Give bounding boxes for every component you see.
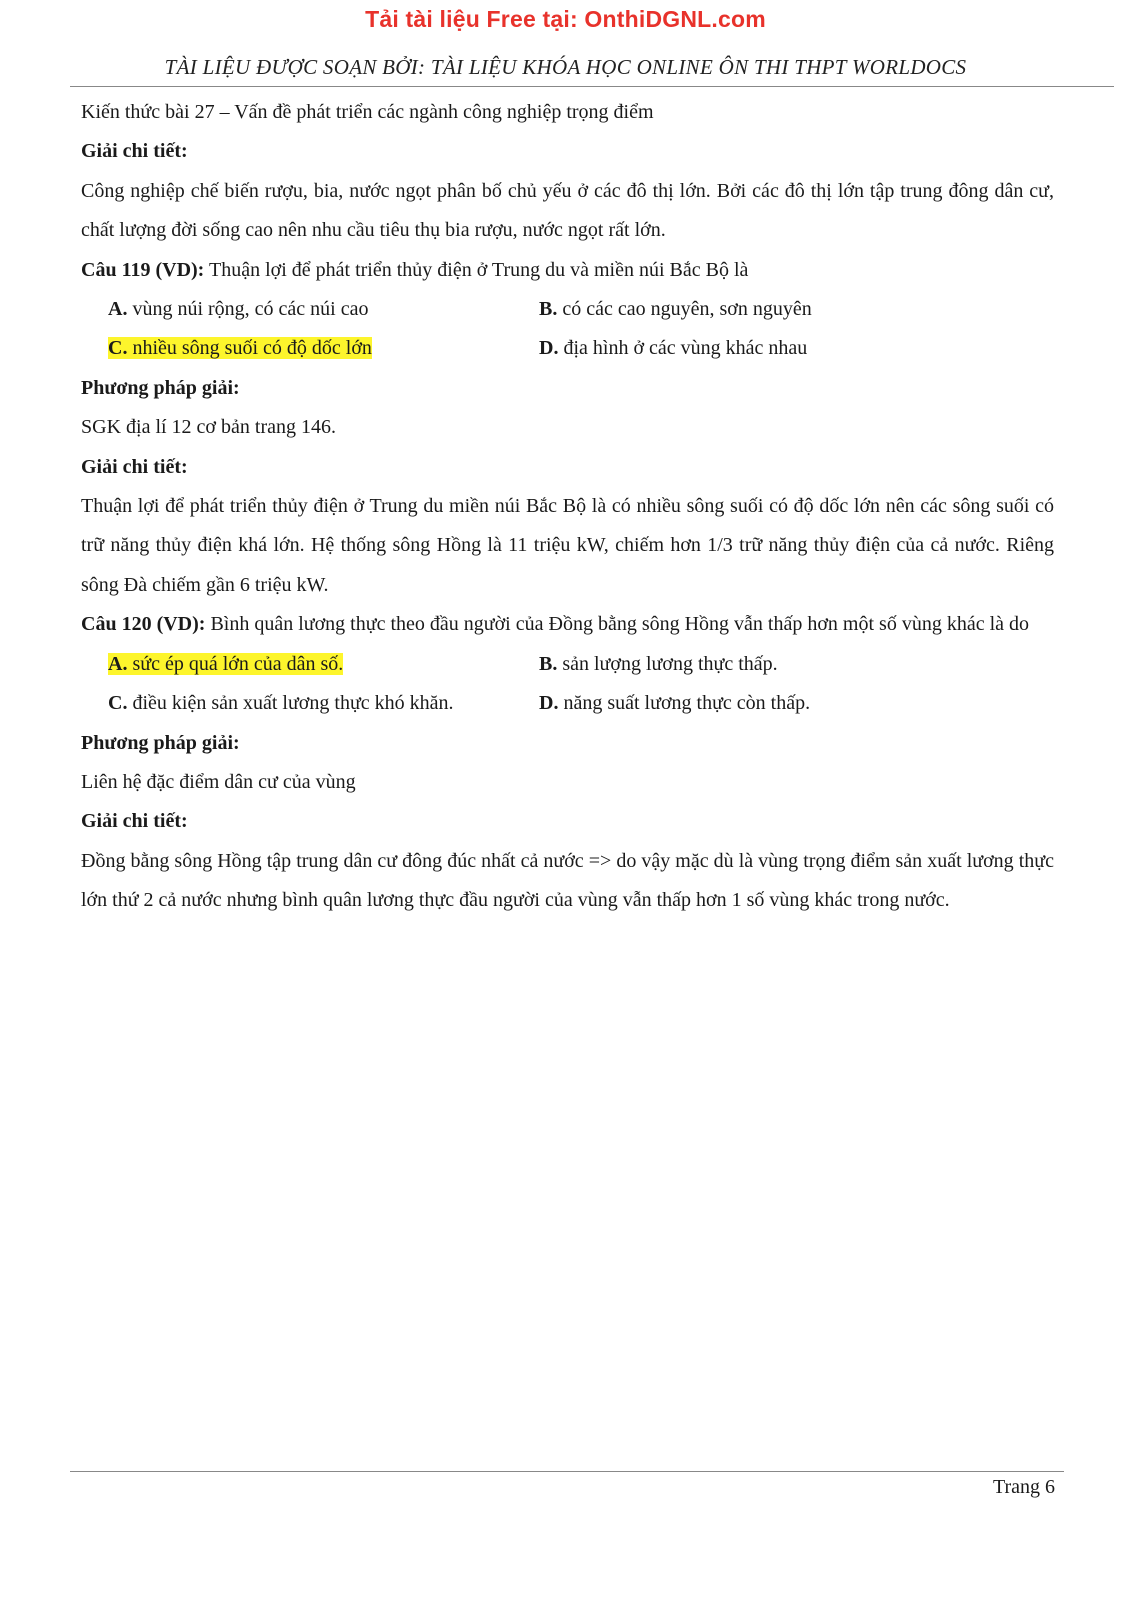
option-a-correct: A. sức ép quá lớn của dân số. xyxy=(108,652,344,675)
method-heading: Phương pháp giải: xyxy=(81,731,240,754)
method-heading: Phương pháp giải: xyxy=(81,376,240,399)
option-b: B. có các cao nguyên, sơn nguyên xyxy=(539,298,812,321)
knowledge-reference: Kiến thức bài 27 – Vấn đề phát triển các ngành công nghiệp trọng điểm xyxy=(81,101,654,123)
option-a: A. vùng núi rộng, có các núi cao xyxy=(108,298,369,321)
document-body xyxy=(81,93,1054,921)
method-text: Liên hệ đặc điểm dân cư của vùng xyxy=(81,770,356,793)
document-header: TÀI LIỆU ĐƯỢC SOẠN BỞI: TÀI LIỆU KHÓA HỌC ONLINE ÔN THI THPT WORLDOCS xyxy=(164,55,967,79)
question-text: Thuận lợi để phát triển thủy điện ở Trung du và miền núi Bắc Bộ là xyxy=(204,258,749,281)
detail-heading: Giải chi tiết: xyxy=(81,455,188,478)
question-label: Câu 119 (VD): xyxy=(81,258,205,281)
detail-text: Đồng bằng sông Hồng tập trung dân cư đông đúc nhất cả nước => do vậy mặc dù là vùng trọng điểm sản xuất lương thực lớn thứ 2 cả nước nhưng bình quân lương thực đầu người của vùng vẫn thấp hơn 1 số vùng khác trong nước. xyxy=(81,849,1054,912)
question-120 xyxy=(81,605,1054,644)
question-119 xyxy=(81,251,1054,290)
detail-text: Công nghiệp chế biến rượu, bia, nước ngọt phân bố chủ yếu ở các đô thị lớn. Bởi các đô thị lớn tập trung đông dân cư, chất lượng đời sống cao nên nhu cầu tiêu thụ bia rượu, nước ngọt rất lớn. xyxy=(81,179,1054,242)
option-b: B. sản lượng lương thực thấp. xyxy=(539,652,778,675)
page-number: Trang 6 xyxy=(992,1476,1055,1498)
detail-heading: Giải chi tiết: xyxy=(81,140,188,163)
detail-text: Thuận lợi để phát triển thủy điện ở Trung du miền núi Bắc Bộ là có nhiều sông suối có độ dốc lớn nên các sông suối có trữ năng thủy điện khá lớn. Hệ thống sông Hồng là 11 triệu kW, chiếm hơn 1/3 trữ năng thủy điện của cả nước. Riêng sông Đà chiếm gần 6 triệu kW. xyxy=(81,495,1054,596)
answer-options xyxy=(81,290,1054,369)
option-d: D. năng suất lương thực còn thấp. xyxy=(539,692,811,715)
method-text: SGK địa lí 12 cơ bản trang 146. xyxy=(81,416,336,439)
detail-heading: Giải chi tiết: xyxy=(81,810,188,833)
answer-options xyxy=(81,645,1054,724)
question-text: Bình quân lương thực theo đầu người của Đồng bằng sông Hồng vẫn thấp hơn một số vùng khác là do xyxy=(205,613,1030,636)
option-c-correct: C. nhiều sông suối có độ dốc lớn xyxy=(108,337,372,360)
header-divider xyxy=(70,86,1114,87)
question-label: Câu 120 (VD): xyxy=(81,613,206,636)
option-d: D. địa hình ở các vùng khác nhau xyxy=(539,337,808,360)
footer-divider xyxy=(70,1471,1064,1472)
source-link[interactable]: Tải tài liệu Free tại: OnthiDGNL.com xyxy=(365,6,766,32)
option-c: C. điều kiện sản xuất lương thực khó khăn. xyxy=(108,692,454,715)
